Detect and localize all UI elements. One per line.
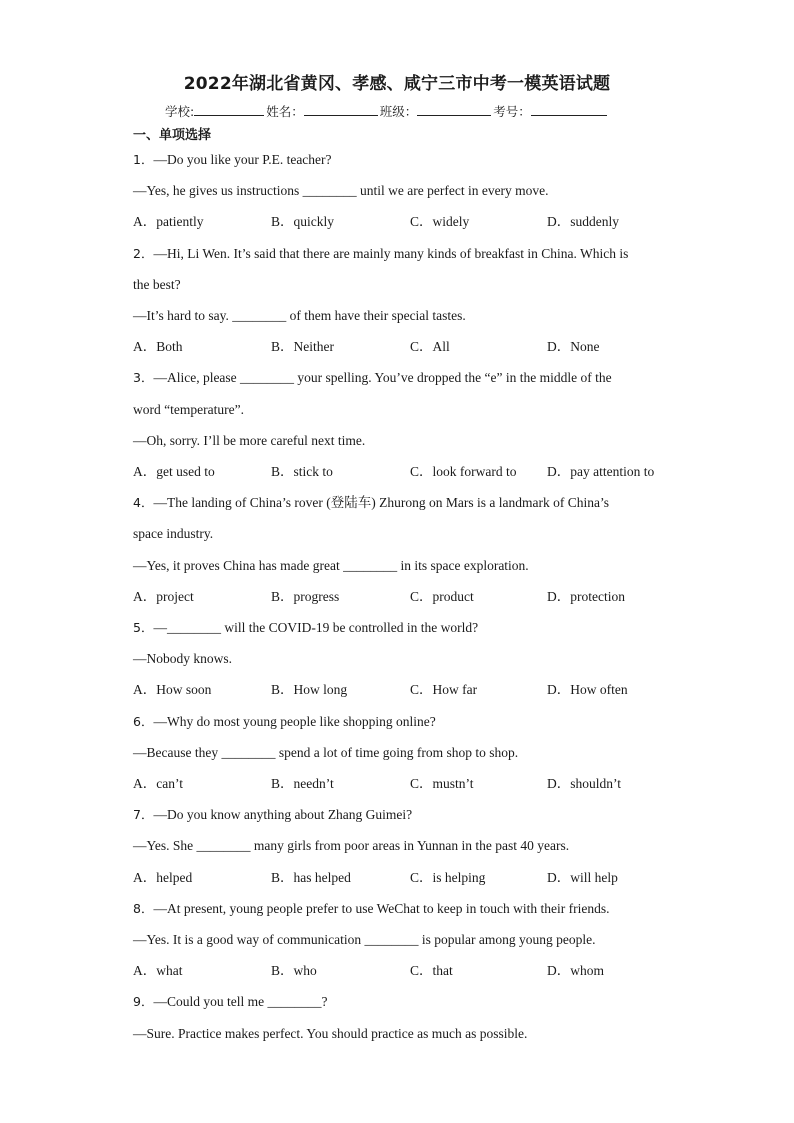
question-line: [133, 838, 569, 854]
answer-options: [133, 682, 693, 698]
question-text: —Could you tell me ________?: [153, 994, 328, 1010]
question-stem: [133, 495, 609, 511]
question-number: 7．: [133, 807, 154, 823]
question-stem: [133, 807, 412, 823]
question-text: —Hi, Li Wen. It’s said that there are mainly many kinds of breakfast in China. Which is: [153, 245, 629, 261]
answer-option[interactable]: A．project: [133, 588, 194, 604]
answer-option[interactable]: C．widely: [410, 214, 470, 230]
name-blank[interactable]: [304, 103, 378, 116]
answer-option[interactable]: C．product: [410, 588, 474, 604]
question-line: [133, 277, 181, 293]
question-text: —At present, young people prefer to use WeChat to keep in touch with their friends.: [153, 900, 610, 916]
answer-option[interactable]: D．suddenly: [547, 214, 619, 230]
question-stem: [133, 714, 436, 730]
answer-option[interactable]: D．shouldn’t: [547, 776, 622, 791]
question-number: 2．: [133, 245, 154, 261]
name-label: 姓名：: [266, 104, 304, 119]
question-stem: [133, 620, 478, 636]
question-number: 4．: [133, 495, 154, 511]
question-text: —Alice, please ________ your spelling. You’ve dropped the “e” in the middle of the: [153, 370, 612, 386]
question-line: [133, 183, 549, 199]
question-number: 8．: [133, 900, 154, 916]
question-line: [133, 433, 365, 449]
question-line: [133, 651, 232, 667]
answer-option[interactable]: A．Both: [133, 339, 183, 355]
question-line: [133, 558, 529, 574]
answer-option[interactable]: D．How often: [547, 682, 628, 698]
question-text: —Yes. She ________ many girls from poor areas in Yunnan in the past 40 years.: [133, 838, 570, 854]
answer-option[interactable]: C．mustn’t: [410, 776, 474, 791]
school-blank[interactable]: [194, 103, 264, 116]
question-number: 1．: [133, 152, 154, 167]
question-line: [133, 526, 213, 542]
answer-option[interactable]: A．get used to: [133, 464, 215, 479]
question-line: [133, 1026, 527, 1042]
answer-options: [133, 776, 693, 792]
question-text: —Yes. It is a good way of communication ________ is popular among young people.: [133, 932, 596, 947]
answer-options: [133, 870, 693, 886]
question-stem: [133, 246, 628, 262]
question-line: [133, 308, 466, 324]
question-text: —The landing of China’s rover (登陆车) Zhurong on Mars is a landmark of China’s: [153, 495, 609, 511]
answer-option[interactable]: C．is helping: [410, 869, 486, 885]
answer-option[interactable]: A．can’t: [133, 776, 183, 791]
question-line: [133, 402, 244, 418]
question-line: [133, 745, 518, 761]
answer-option[interactable]: B．has helped: [271, 869, 351, 885]
answer-options: [133, 589, 693, 605]
answer-option[interactable]: B．How long: [271, 682, 348, 698]
answer-option[interactable]: A．helped: [133, 869, 193, 885]
answer-options: [133, 963, 693, 979]
answer-option[interactable]: C．How far: [410, 682, 478, 698]
exam-no-label: 考号：: [493, 104, 531, 119]
question-text: —Do you know anything about Zhang Guimei?: [153, 807, 413, 823]
answer-options: [133, 339, 693, 355]
answer-options: [133, 214, 693, 230]
class-blank[interactable]: [417, 103, 491, 116]
student-info-row: [165, 102, 609, 120]
answer-option[interactable]: B．quickly: [271, 214, 334, 230]
answer-option[interactable]: C．look forward to: [410, 464, 517, 479]
answer-option[interactable]: B．progress: [271, 588, 340, 604]
answer-option[interactable]: D．whom: [547, 963, 604, 979]
answer-option[interactable]: A．what: [133, 963, 183, 979]
question-text: —Do you like your P.E. teacher?: [153, 152, 332, 167]
answer-option[interactable]: D．None: [547, 339, 600, 355]
question-text: —Oh, sorry. I’ll be more careful next time.: [133, 432, 366, 448]
question-number: 5．: [133, 620, 154, 635]
question-text: space industry.: [133, 526, 214, 542]
answer-option[interactable]: B．who: [271, 963, 317, 979]
answer-option[interactable]: A．patiently: [133, 214, 204, 230]
answer-option[interactable]: B．Neither: [271, 339, 334, 355]
question-text: word “temperature”.: [133, 401, 244, 417]
answer-options: [133, 464, 693, 480]
question-line: [133, 932, 595, 948]
answer-option[interactable]: C．that: [410, 963, 453, 979]
answer-option[interactable]: D．pay attention to: [547, 464, 655, 479]
answer-option[interactable]: B．needn’t: [271, 776, 334, 791]
question-stem: [133, 994, 327, 1010]
question-stem: [133, 370, 612, 386]
answer-option[interactable]: A．How soon: [133, 682, 212, 698]
question-number: 6．: [133, 713, 154, 729]
answer-option[interactable]: D．will help: [547, 869, 618, 885]
question-text: —Because they ________ spend a lot of time going from shop to shop.: [133, 744, 519, 760]
answer-option[interactable]: D．protection: [547, 588, 625, 604]
question-text: —Why do most young people like shopping online?: [153, 713, 436, 729]
answer-option[interactable]: B．stick to: [271, 464, 333, 479]
exam-title: 2022年湖北省黄冈、孝感、咸宁三市中考一模英语试题: [183, 74, 611, 94]
question-text: —Yes, he gives us instructions ________ until we are perfect in every move.: [133, 183, 549, 199]
question-text: —It’s hard to say. ________ of them have their special tastes.: [133, 308, 466, 323]
class-label: 班级：: [379, 104, 418, 119]
question-stem: [133, 152, 332, 168]
question-text: —Sure. Practice makes perfect. You should practice as much as possible.: [133, 1025, 528, 1041]
question-text: —Yes, it proves China has made great ________ in its space exploration.: [133, 557, 529, 573]
answer-option[interactable]: C．All: [410, 339, 450, 355]
question-text: the best?: [133, 276, 181, 292]
school-label: 学校:: [165, 104, 195, 119]
exam-no-blank[interactable]: [531, 103, 607, 116]
question-text: —Nobody knows.: [133, 651, 233, 667]
question-number: 9．: [133, 994, 154, 1010]
question-number: 3．: [133, 370, 154, 386]
question-text: —________ will the COVID-19 be controlled in the world?: [153, 620, 479, 635]
section-heading: 一、单项选择: [133, 128, 212, 143]
question-stem: [133, 901, 610, 917]
